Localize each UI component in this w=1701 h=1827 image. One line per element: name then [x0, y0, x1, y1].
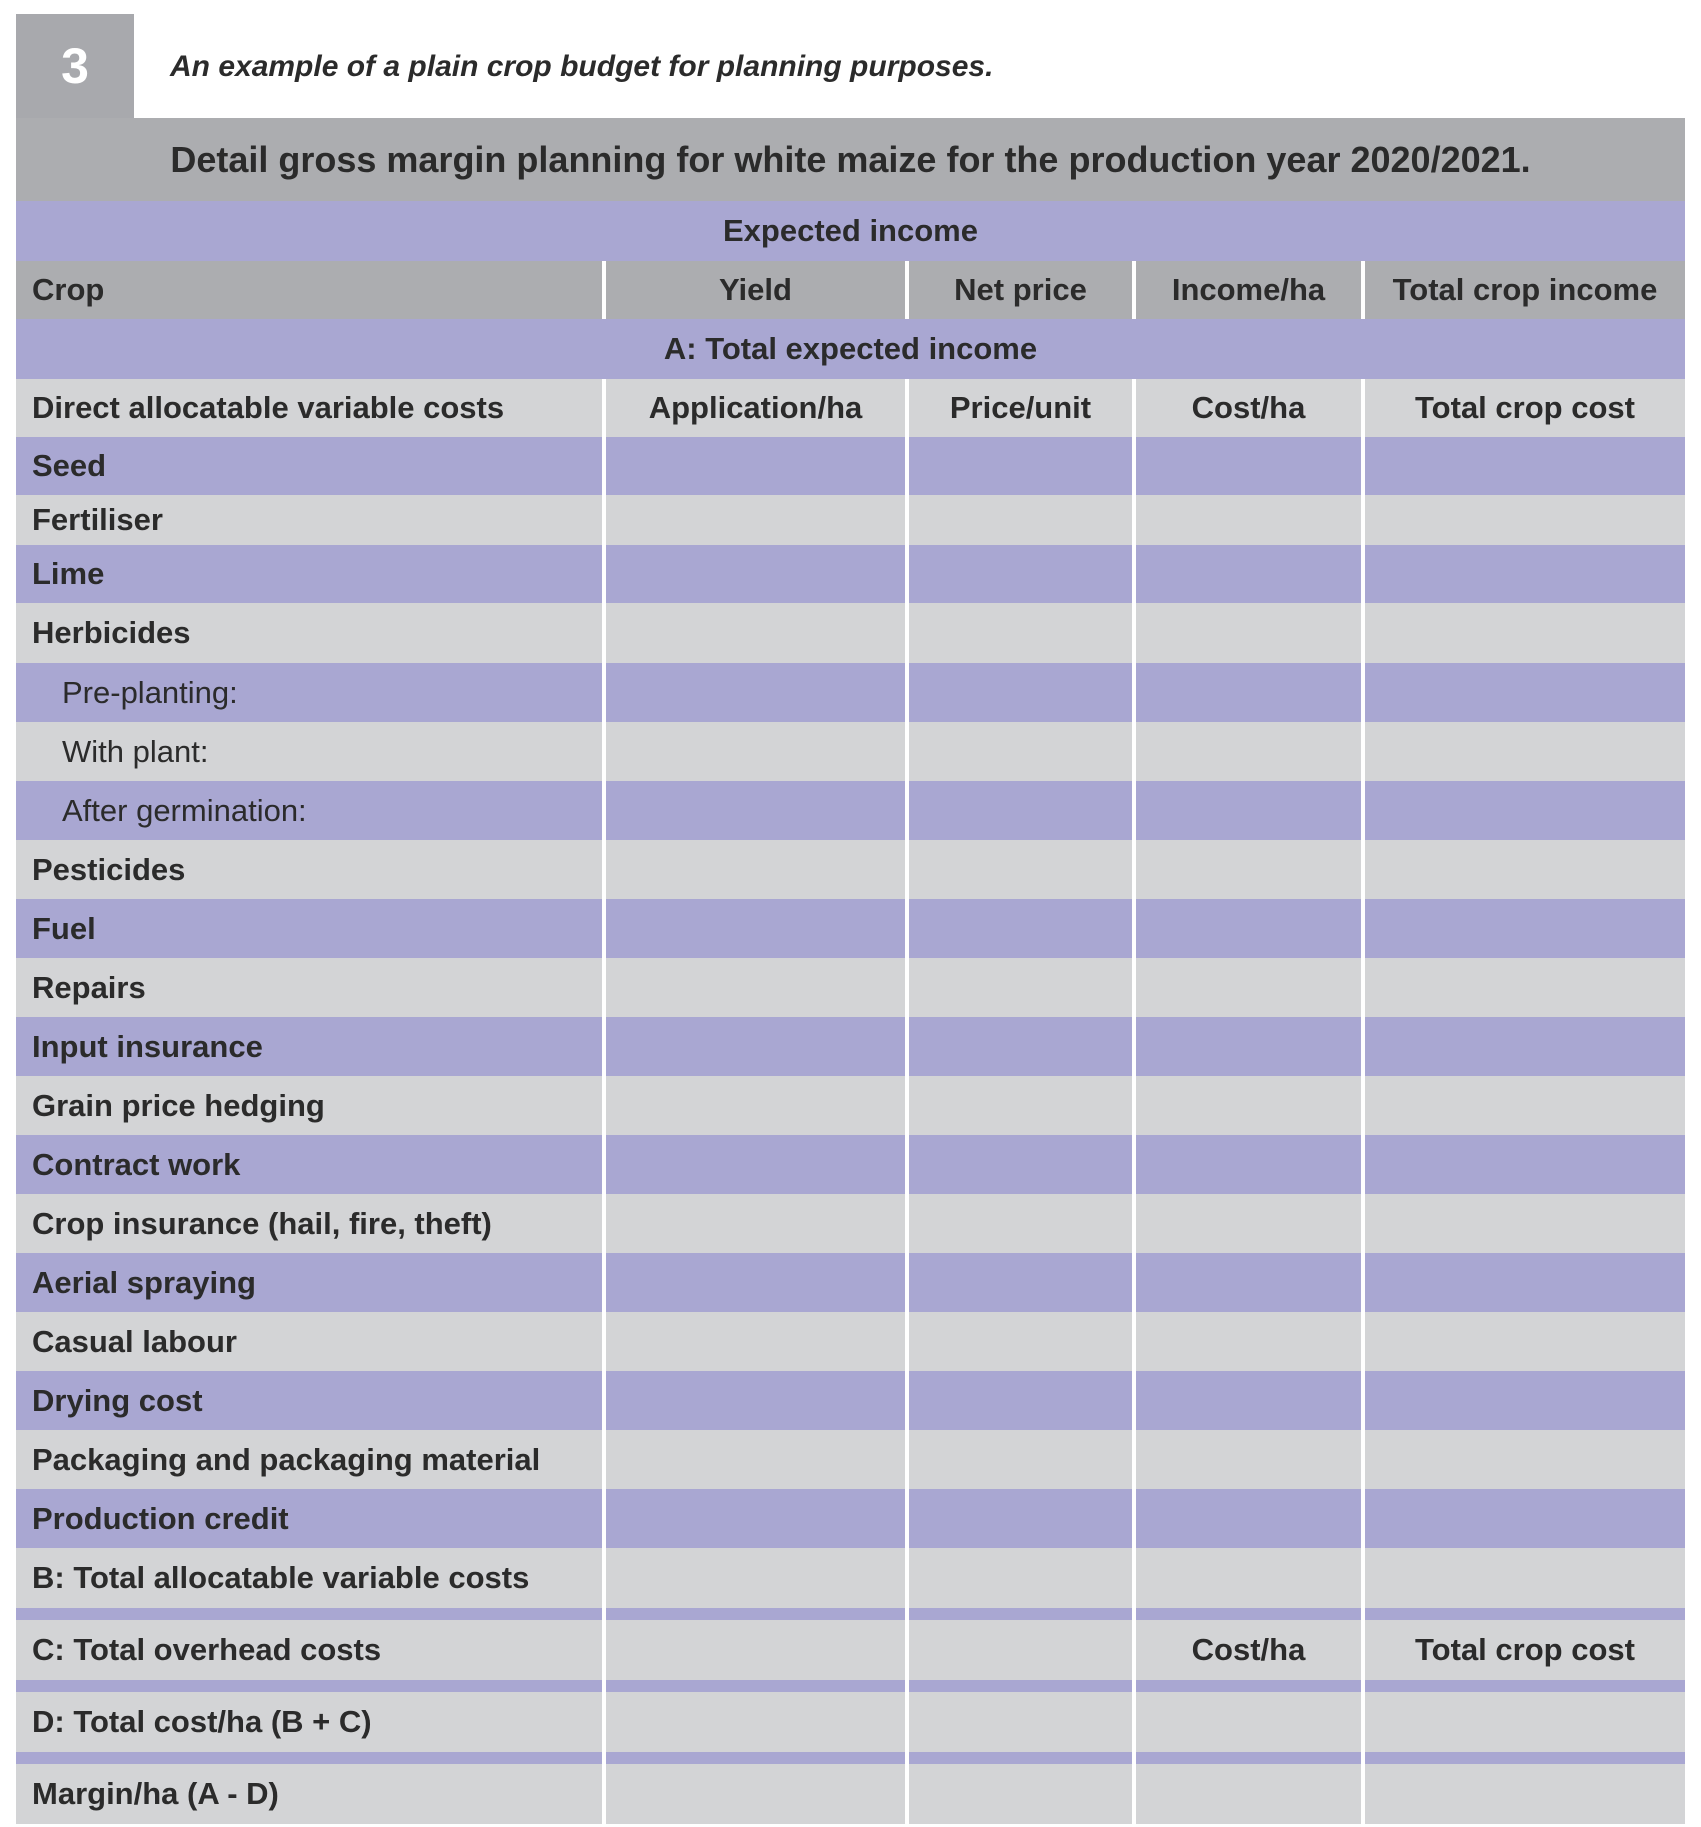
- cell: [1361, 545, 1685, 603]
- cell: [602, 1692, 905, 1752]
- cell: [602, 1620, 905, 1680]
- cell: [905, 1620, 1132, 1680]
- header-total-crop-cost: Total crop cost: [1361, 379, 1685, 437]
- cell: [602, 437, 905, 495]
- table-row: [16, 722, 1685, 781]
- total-cost-ha-label: D: Total cost/ha (B + C): [32, 1704, 372, 1739]
- cell: [1361, 1194, 1685, 1253]
- cell: [1361, 840, 1685, 899]
- overhead-cost-ha-label: Cost/ha: [1132, 1620, 1361, 1680]
- cell: [905, 437, 1132, 495]
- cell: [905, 781, 1132, 840]
- cost-item-label: Grain price hedging: [32, 1087, 325, 1123]
- cell: [602, 899, 905, 958]
- cell: [905, 840, 1132, 899]
- cell: [16, 1752, 602, 1764]
- cell: [16, 1680, 602, 1692]
- cell: [1132, 1253, 1361, 1312]
- row-separator: [16, 1608, 1685, 1620]
- cell: [1361, 1608, 1685, 1620]
- table-row: [16, 1430, 1685, 1489]
- cell: [1132, 781, 1361, 840]
- cell: [1361, 899, 1685, 958]
- cost-item-label: Crop insurance (hail, fire, theft): [32, 1205, 492, 1241]
- cell: [602, 1489, 905, 1548]
- cell: [602, 545, 905, 603]
- cell: [602, 1764, 905, 1824]
- cost-item-label: Seed: [32, 448, 107, 483]
- income-header-row: [16, 261, 1685, 319]
- cell: [905, 1548, 1132, 1608]
- cell: [905, 1194, 1132, 1253]
- cost-header-row: [16, 379, 1685, 437]
- cell: [602, 1312, 905, 1371]
- cell: [602, 1253, 905, 1312]
- cost-item-rows: [16, 437, 1685, 1548]
- cost-item-label: Production credit: [32, 1500, 289, 1536]
- cell: [1361, 437, 1685, 495]
- cell: [1132, 1764, 1361, 1824]
- cell: [602, 1076, 905, 1135]
- header-cost-ha: Cost/ha: [1132, 379, 1361, 437]
- table-row: [16, 545, 1685, 603]
- total-variable-costs-label: B: Total allocatable variable costs: [32, 1560, 530, 1595]
- cell: [905, 1608, 1132, 1620]
- cell: [1132, 1371, 1361, 1430]
- header-direct-costs: Direct allocatable variable costs: [32, 390, 505, 425]
- cell: [905, 1430, 1132, 1489]
- cell: [905, 603, 1132, 663]
- total-variable-costs-row: [16, 1548, 1685, 1608]
- cell: [602, 1135, 905, 1194]
- table-title: Detail gross margin planning for white maize for the production year 2020/2021.: [16, 118, 1685, 201]
- table-row: [16, 1371, 1685, 1430]
- header-income-ha: Income/ha: [1132, 261, 1361, 319]
- margin-ha-row: [16, 1764, 1685, 1824]
- cell: [905, 1312, 1132, 1371]
- cell: [602, 1371, 905, 1430]
- table-row: [16, 1194, 1685, 1253]
- cost-item-label: Lime: [32, 556, 105, 591]
- total-overhead-costs-label: C: Total overhead costs: [32, 1632, 382, 1667]
- cell: [1361, 722, 1685, 781]
- cell: [1361, 1312, 1685, 1371]
- table-row: [16, 1253, 1685, 1312]
- cost-item-label: With plant:: [62, 733, 209, 769]
- cell: [1132, 958, 1361, 1017]
- cell: [905, 1135, 1132, 1194]
- cell: [1132, 1135, 1361, 1194]
- total-expected-income-label: A: Total expected income: [663, 331, 1038, 366]
- cell: [1361, 1135, 1685, 1194]
- cell: [905, 1017, 1132, 1076]
- cell: [1132, 1194, 1361, 1253]
- cell: [1361, 1430, 1685, 1489]
- cell: [1132, 1312, 1361, 1371]
- table-row: [16, 1489, 1685, 1548]
- cell: [905, 1253, 1132, 1312]
- table-row: [16, 603, 1685, 663]
- cell: [905, 1764, 1132, 1824]
- cell: [602, 840, 905, 899]
- cell: [602, 1017, 905, 1076]
- cell: [1361, 603, 1685, 663]
- cell: [1132, 840, 1361, 899]
- cell: [16, 1608, 602, 1620]
- cell: [602, 722, 905, 781]
- cell: [602, 1680, 905, 1692]
- table-row: [16, 899, 1685, 958]
- expected-income-label: Expected income: [723, 213, 978, 248]
- header-application-ha: Application/ha: [602, 379, 905, 437]
- cell: [602, 781, 905, 840]
- cell: [1361, 958, 1685, 1017]
- cost-item-label: Drying cost: [32, 1382, 203, 1418]
- table-row: [16, 781, 1685, 840]
- table-row: [16, 437, 1685, 495]
- table-caption: An example of a plain crop budget for planning purposes.: [170, 50, 994, 83]
- cost-item-label: Packaging and packaging material: [32, 1441, 541, 1477]
- cell: [1132, 437, 1361, 495]
- cost-item-label: Pesticides: [32, 851, 186, 887]
- total-cost-ha-row: [16, 1692, 1685, 1752]
- cell: [602, 1430, 905, 1489]
- cell: [1361, 1076, 1685, 1135]
- row-separator: [16, 1680, 1685, 1692]
- table-row: [16, 840, 1685, 899]
- table-row: [16, 663, 1685, 722]
- cell: [1132, 1489, 1361, 1548]
- cell: [602, 495, 905, 545]
- cost-item-label: Repairs: [32, 969, 146, 1005]
- header-total-crop-income: Total crop income: [1361, 261, 1685, 319]
- cell: [1361, 1371, 1685, 1430]
- cell: [1132, 603, 1361, 663]
- cell: [905, 1692, 1132, 1752]
- cell: [905, 722, 1132, 781]
- cell: [602, 663, 905, 722]
- cost-item-label: Aerial spraying: [32, 1264, 256, 1300]
- cell: [905, 545, 1132, 603]
- cell: [1361, 1017, 1685, 1076]
- table-row: [16, 1017, 1685, 1076]
- cell: [1132, 1430, 1361, 1489]
- cost-item-label: After germination:: [62, 792, 307, 828]
- table-row: [16, 495, 1685, 545]
- cell: [1132, 899, 1361, 958]
- cell: [1361, 781, 1685, 840]
- row-separator: [16, 1752, 1685, 1764]
- expected-income-row: [16, 201, 1685, 261]
- cell: [905, 899, 1132, 958]
- cell: [1361, 1752, 1685, 1764]
- cell: [602, 1548, 905, 1608]
- cell: [905, 1489, 1132, 1548]
- cell: [1132, 1680, 1361, 1692]
- gross-margin-table: [16, 118, 1685, 1824]
- cell: [1361, 663, 1685, 722]
- cell: [1132, 1752, 1361, 1764]
- cell: [1132, 1076, 1361, 1135]
- cost-item-label: Casual labour: [32, 1323, 237, 1359]
- cell: [905, 663, 1132, 722]
- cell: [1132, 495, 1361, 545]
- total-expected-income-row: [16, 319, 1685, 379]
- overhead-total-crop-cost-label: Total crop cost: [1361, 1620, 1685, 1680]
- cell: [1132, 545, 1361, 603]
- cell: [602, 1194, 905, 1253]
- cost-item-label: Fertiliser: [32, 502, 163, 537]
- cell: [602, 958, 905, 1017]
- cell: [1361, 495, 1685, 545]
- cell: [905, 495, 1132, 545]
- cell: [602, 603, 905, 663]
- cell: [1132, 1548, 1361, 1608]
- cell: [1132, 1608, 1361, 1620]
- header-net-price: Net price: [905, 261, 1132, 319]
- cell: [1132, 1692, 1361, 1752]
- cost-item-label: Contract work: [32, 1146, 241, 1182]
- table-row: [16, 1135, 1685, 1194]
- cell: [905, 1680, 1132, 1692]
- cell: [1361, 1764, 1685, 1824]
- cell: [602, 1608, 905, 1620]
- cell: [905, 958, 1132, 1017]
- header-yield: Yield: [602, 261, 905, 319]
- table-row: [16, 958, 1685, 1017]
- table-row: [16, 1312, 1685, 1371]
- cell: [602, 1752, 905, 1764]
- cell: [1361, 1489, 1685, 1548]
- cell: [905, 1371, 1132, 1430]
- cell: [1132, 1017, 1361, 1076]
- margin-ha-label: Margin/ha (A - D): [32, 1776, 279, 1811]
- header-crop: Crop: [32, 272, 105, 307]
- cost-item-label: Input insurance: [32, 1028, 263, 1064]
- total-overhead-costs-row: [16, 1620, 1685, 1680]
- cell: [905, 1752, 1132, 1764]
- cost-item-label: Fuel: [32, 910, 96, 946]
- cost-item-label: Herbicides: [32, 615, 191, 650]
- cell: [1132, 722, 1361, 781]
- header-price-unit: Price/unit: [905, 379, 1132, 437]
- cell: [1361, 1253, 1685, 1312]
- cell: [905, 1076, 1132, 1135]
- cell: [1361, 1680, 1685, 1692]
- cell: [1361, 1692, 1685, 1752]
- table-row: [16, 1076, 1685, 1135]
- section-number-badge: 3: [16, 14, 134, 118]
- cell: [1361, 1548, 1685, 1608]
- cell: [1132, 663, 1361, 722]
- cost-item-label: Pre-planting:: [62, 674, 238, 710]
